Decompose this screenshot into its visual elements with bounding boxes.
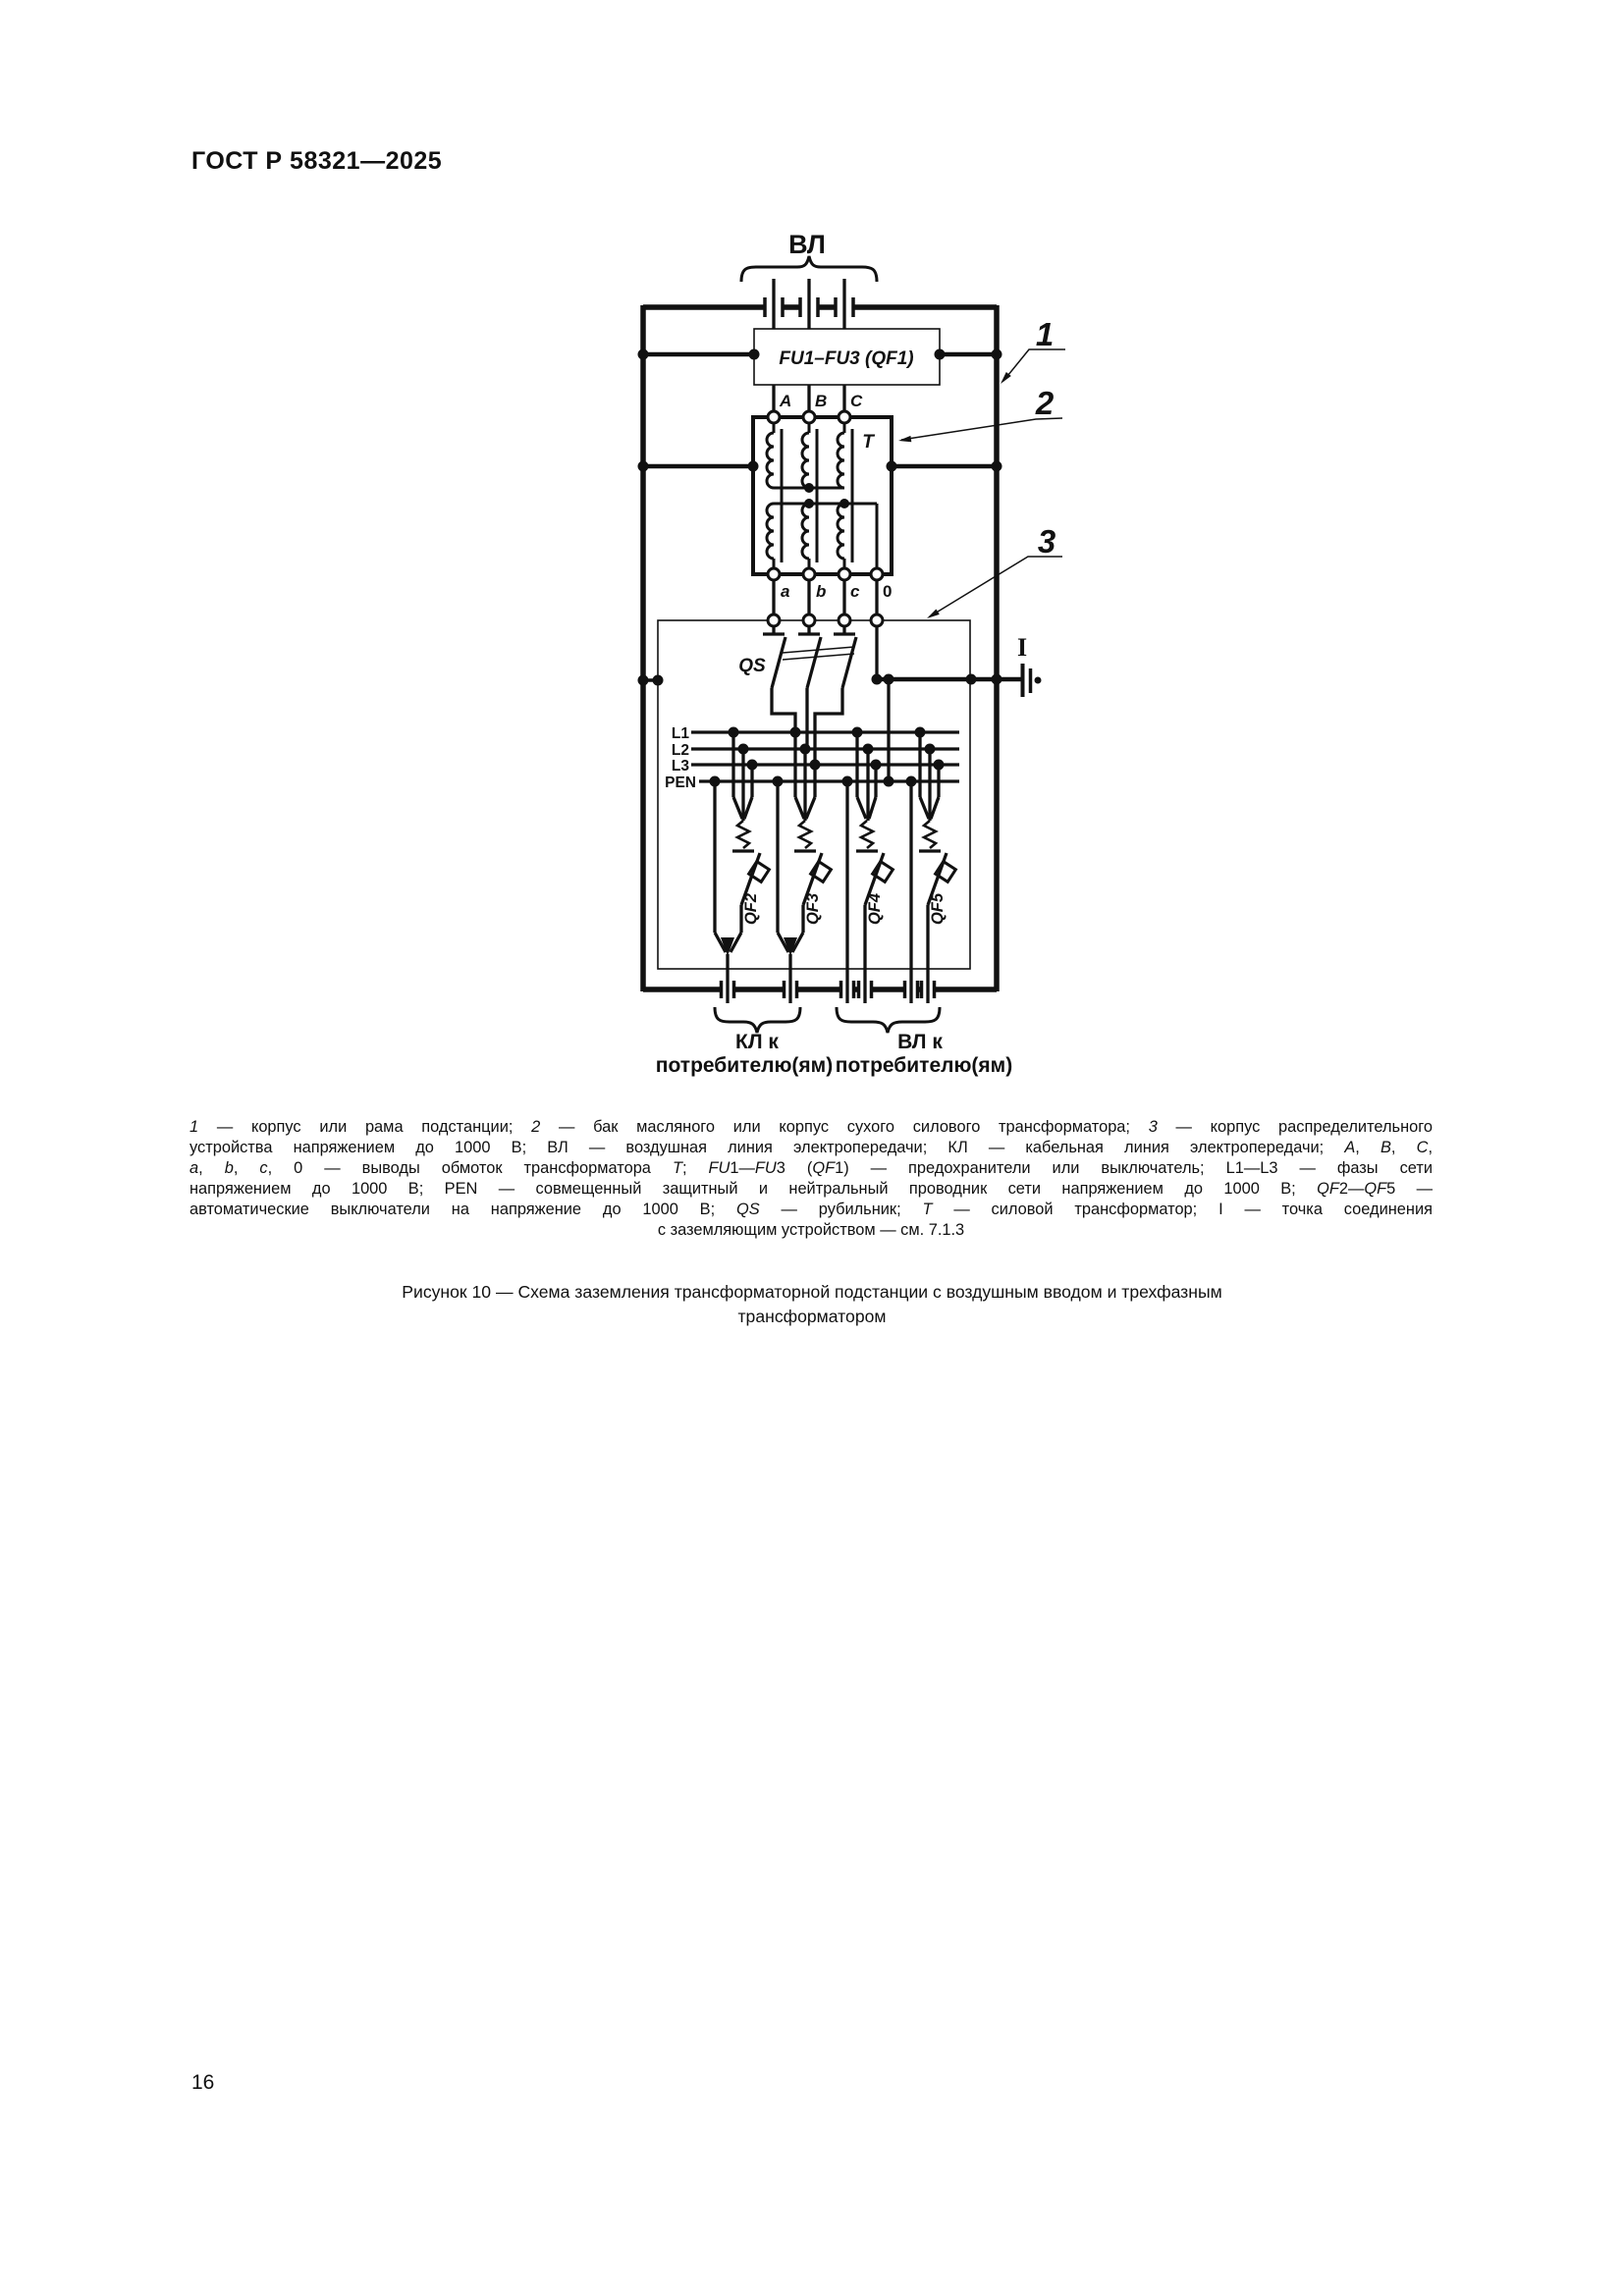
document-header: ГОСТ Р 58321—2025 (191, 147, 443, 175)
phase-b-label: B (815, 392, 828, 410)
page-number: 16 (191, 2071, 215, 2094)
qs-label: QS (738, 656, 766, 676)
qf2-label: QF2 (742, 892, 760, 926)
transformer (638, 411, 1002, 614)
phase-a-label: A (780, 392, 792, 410)
fuse-box-label: FU1–FU3 (QF1) (779, 348, 914, 369)
substation-grounding-diagram (589, 221, 1100, 1090)
output-braces (656, 1007, 1012, 1077)
overhead-output-label-2: потребителю(ям) (835, 1054, 1013, 1077)
bus-l2-label: L2 (671, 742, 689, 759)
cable-output-brace (715, 1007, 800, 1033)
figure-caption-line1: Рисунок 10 — Схема заземления трансформаторной подстанции с воздушным вводом и трехфазным (402, 1282, 1222, 1302)
qf4-label: QF4 (866, 892, 884, 926)
bus-pen-label: PEN (665, 774, 696, 791)
callout-2: 2 (1035, 385, 1055, 421)
qs-switch (738, 626, 856, 765)
feeder-qf5 (906, 727, 956, 1004)
legend-line: устройства напряжением до 1000 В; ВЛ — воздушная линия электропередачи; КЛ — кабельная линия электропередачи; А, В, С, (189, 1138, 1434, 1156)
vl-brace (741, 256, 877, 282)
cable-output-label-2: потребителю(ям) (655, 1054, 834, 1077)
feeder-qf4 (842, 727, 893, 1004)
qf5-label: QF5 (929, 892, 947, 926)
ground-point-label: I (1016, 633, 1028, 662)
legend-line: с заземляющим устройством — см. 7.1.3 (657, 1220, 965, 1239)
phase-c-label: C (850, 392, 863, 410)
legend-line: a, b, c, 0 — выводы обмоток трансформатора Т; FU1—FU3 (QF1) — предохранители или выключатель; L1—L3 — фазы сети (189, 1158, 1434, 1177)
legend-lines (189, 1117, 1433, 1240)
overhead-output-brace (837, 1007, 940, 1033)
transformer-label: T (862, 432, 874, 453)
qf3-label: QF3 (804, 892, 822, 926)
overhead-output-label-1: ВЛ к (897, 1031, 943, 1053)
bus-l3-label: L3 (671, 758, 689, 774)
figure-caption-line2: трансформатором (737, 1306, 887, 1326)
cable-output-label-1: КЛ к (735, 1031, 779, 1053)
out-c-label: c (850, 582, 860, 601)
out-a-label: a (781, 582, 790, 601)
legend-line: напряжением до 1000 В; PEN — совмещенный защитный и нейтральный проводник сети напряжением до 1000 В; QF2—QF5 — (189, 1179, 1434, 1198)
callout-3: 3 (1037, 523, 1056, 560)
callout-1: 1 (1035, 316, 1055, 352)
ground-connection (872, 626, 1042, 787)
fuse-box (638, 329, 1002, 411)
overhead-line-label: ВЛ (788, 230, 826, 259)
figure-caption (0, 1280, 1624, 1328)
legend-line: 1 — корпус или рама подстанции; 2 — бак масляного или корпус сухого силового трансформатора; 3 — корпус распределительного (189, 1118, 1433, 1136)
feeder-qf3 (773, 727, 832, 1004)
ground-terminal-icon (1023, 664, 1042, 697)
bus-l1-label: L1 (671, 725, 689, 742)
legend-line: автоматические выключатели на напряжение до 1000 В; QS — рубильник; Т — силовой трансформатор; I — точка соединения (189, 1200, 1433, 1218)
out-b-label: b (816, 582, 827, 601)
out-0-label: 0 (883, 582, 893, 601)
feeder-qf2 (710, 727, 770, 1004)
overhead-line-entry (741, 230, 877, 329)
